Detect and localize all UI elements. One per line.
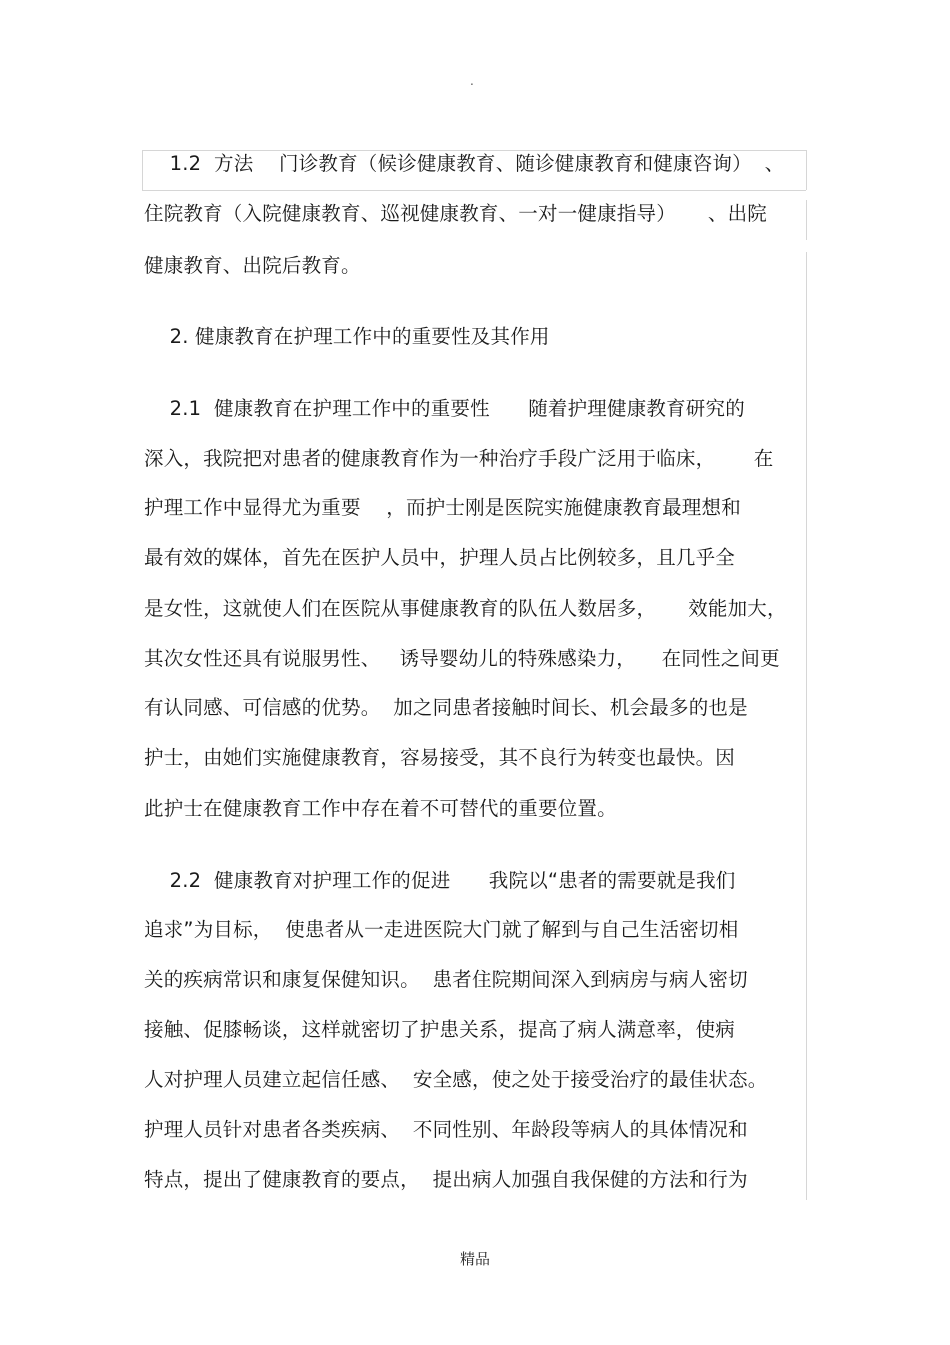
text-line-11: 有认同感、可信感的优势。 加之同患者接触时间长、机会最多的也是: [144, 696, 748, 719]
page-footer-label: 精品: [459, 1250, 490, 1268]
text-line-1: 1.2 方法 门诊教育（候诊健康教育、随诊健康教育和健康咨询） 、: [144, 152, 785, 175]
text-line-5: 2.1 健康教育在护理工作中的重要性 随着护理健康教育研究的: [144, 397, 745, 420]
text-line-19: 护理人员针对患者各类疾病、 不同性别、年龄段等病人的具体情况和: [144, 1118, 748, 1141]
text-line-3: 健康教育、出院后教育。: [144, 254, 361, 277]
text-line-9: 是女性，这就使人们在医院从事健康教育的队伍人数居多， 效能加大，: [144, 597, 787, 620]
frame-right-border-1: [806, 150, 807, 190]
frame-mid-border: [142, 190, 806, 191]
section-heading-2: 2. 健康教育在护理工作中的重要性及其作用: [144, 325, 550, 348]
text-line-16: 关的疾病常识和康复保健知识。 患者住院期间深入到病房与病人密切: [144, 968, 748, 991]
frame-left-border: [142, 150, 143, 190]
text-line-13: 此护士在健康教育工作中存在着不可替代的重要位置。: [144, 797, 617, 820]
text-line-6: 深入，我院把对患者的健康教育作为一种治疗手段广泛用于临床， 在: [144, 447, 774, 470]
frame-right-border-3: [806, 252, 807, 1200]
frame-right-border-2: [806, 200, 807, 240]
text-line-17: 接触、促膝畅谈，这样就密切了护患关系，提高了病人满意率，使病: [144, 1018, 736, 1041]
text-line-8: 最有效的媒体，首先在医护人员中，护理人员占比例较多，且几乎全: [144, 546, 736, 569]
text-line-10: 其次女性还具有说服男性、 诱导婴幼儿的特殊感染力， 在同性之间更: [144, 647, 780, 670]
header-dot: .: [470, 74, 474, 88]
text-line-18: 人对护理人员建立起信任感、 安全感，使之处于接受治疗的最佳状态。: [144, 1068, 768, 1091]
text-line-7: 护理工作中显得尤为重要 ，而护士刚是医院实施健康教育最理想和: [144, 496, 741, 519]
text-line-14: 2.2 健康教育对护理工作的促进 我院以“患者的需要就是我们: [144, 869, 736, 892]
text-line-15: 追求”为目标， 使患者从一走进医院大门就了解到与自己生活密切相: [144, 918, 739, 941]
text-line-2: 住院教育（入院健康教育、巡视健康教育、一对一健康指导） 、出院: [144, 202, 767, 225]
text-line-20: 特点，提出了健康教育的要点， 提出病人加强自我保健的方法和行为: [144, 1168, 748, 1191]
text-line-12: 护士，由她们实施健康教育，容易接受，其不良行为转变也最快。因: [144, 746, 736, 769]
frame-top-border: [142, 150, 806, 151]
